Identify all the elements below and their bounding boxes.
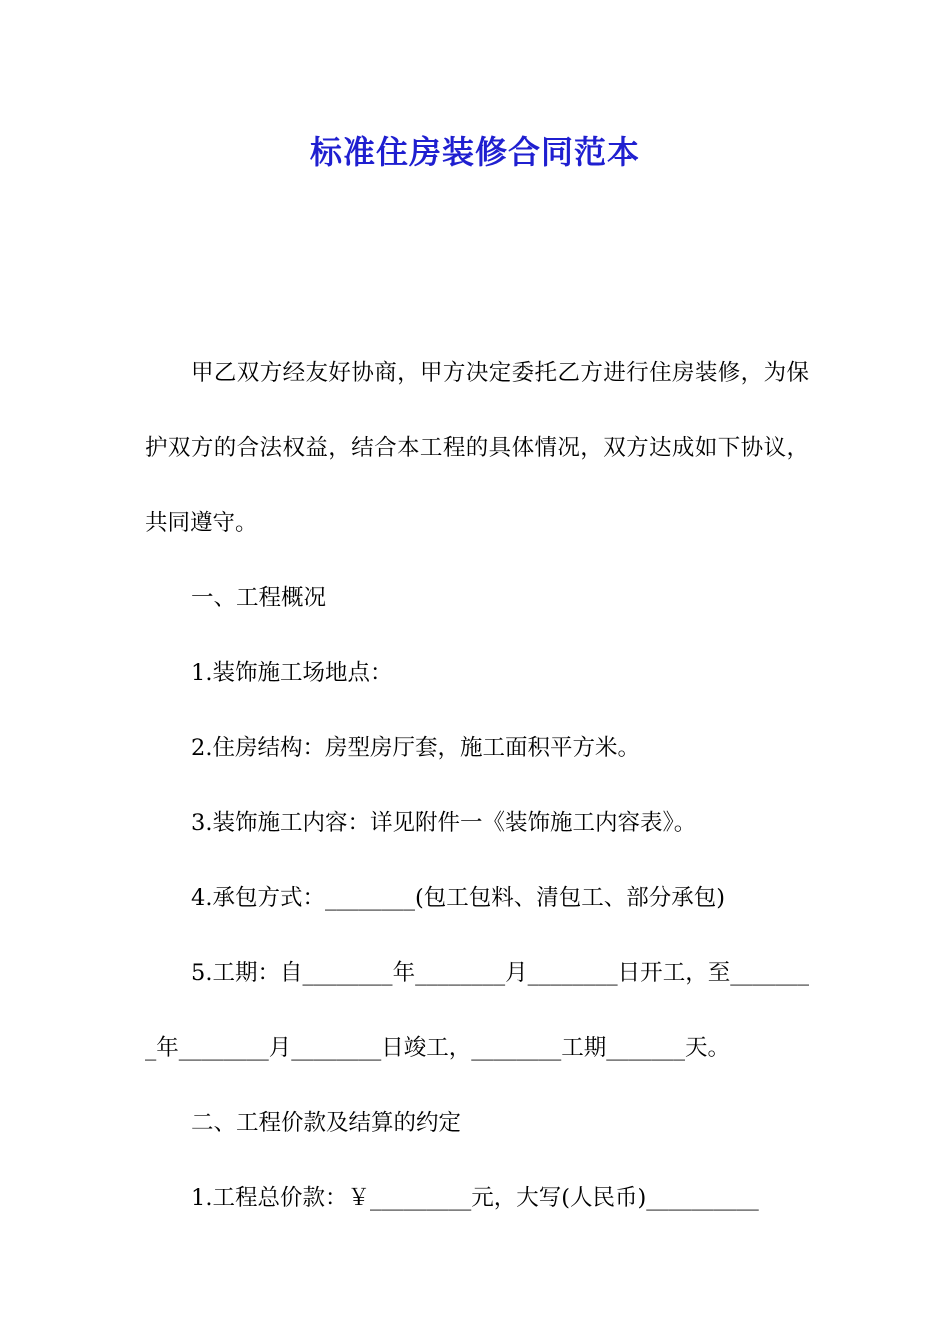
clause-total-price: 1.工程总价款：￥_________元，大写(人民币)__________ <box>191 1185 759 1211</box>
clause-site-location: 1.装饰施工场地点： <box>191 660 393 686</box>
intro-paragraph: 甲乙双方经友好协商，甲方决定委托乙方进行住房装修，为保护双方的合法权益，结合本工程的具体情况，双方达成如下协议，共同遵守。 <box>145 360 809 536</box>
section-heading-price-settlement: 二、工程价款及结算的约定 <box>191 1110 462 1136</box>
section-heading-project-overview: 一、工程概况 <box>191 585 327 611</box>
document-body <box>145 336 809 1236</box>
document-title: 标准住房装修合同范本 <box>309 133 640 171</box>
clause-housing-structure: 2.住房结构：房型房厅套，施工面积平方米。 <box>191 735 640 761</box>
clause-construction-period: 5.工期：自________年________月________日开工，至________年________月________日竣工，________工期_______天。 <box>145 960 809 1061</box>
clause-contract-method: 4.承包方式：________(包工包料、清包工、部分承包) <box>191 885 726 911</box>
clause-construction-content: 3.装饰施工内容：详见附件一《装饰施工内容表》。 <box>191 810 697 836</box>
